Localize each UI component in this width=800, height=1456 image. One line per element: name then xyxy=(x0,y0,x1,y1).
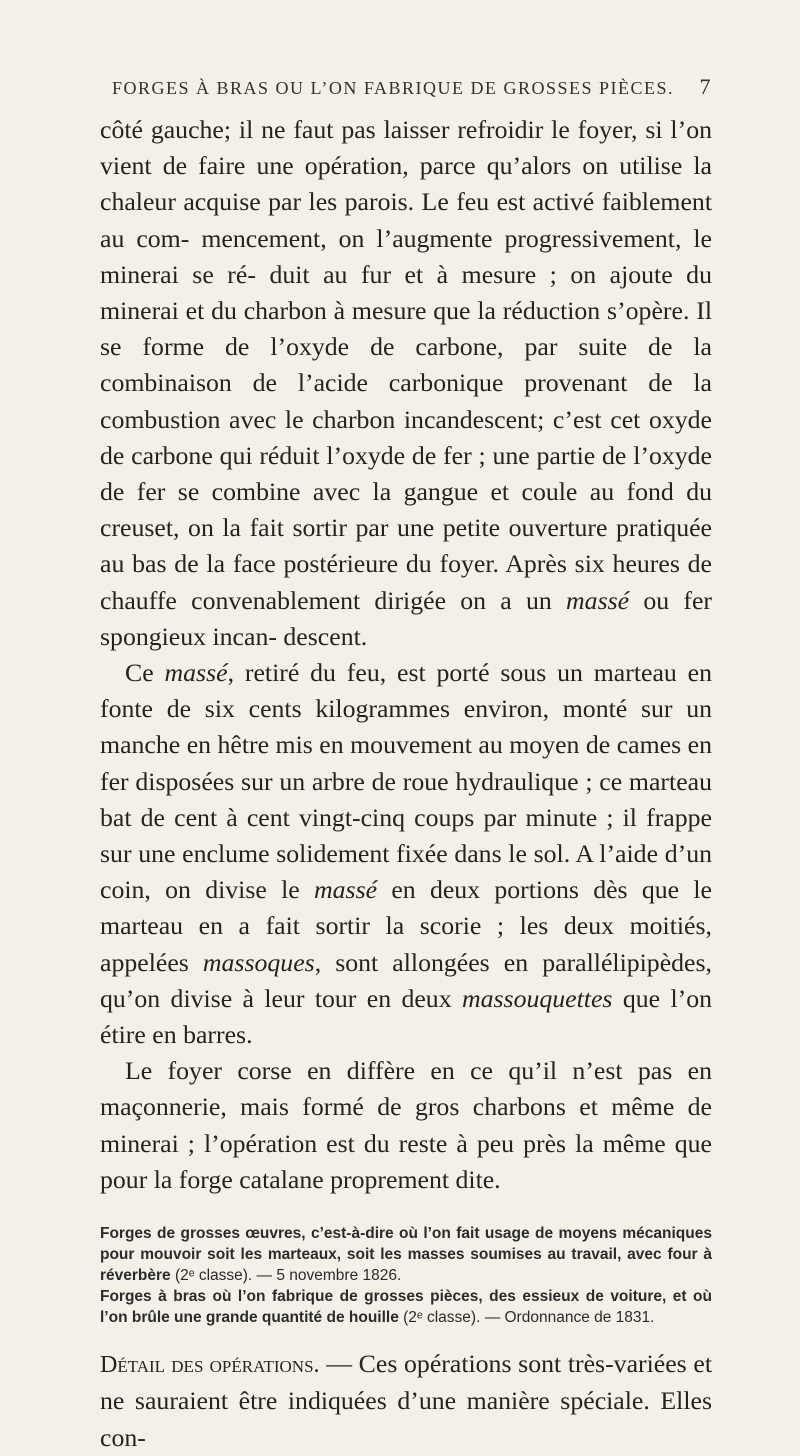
p2-text-3: , sont allongées en parallélipipèdes, qu’on divise à leur tour en deux xyxy=(100,947,712,1013)
p2-text-2: en deux portions dès que le marteau en a fait sortir la scorie ; les deux moitiés, appelées xyxy=(100,875,713,977)
p1-line-4: mencement, on l’augmente progressivement, le minerai se ré- xyxy=(100,223,712,289)
running-title: FORGES À BRAS OU L’ON FABRIQUE DE GROSSES PIÈCES. xyxy=(111,78,675,98)
detail-paragraph xyxy=(100,1346,712,1456)
p1-line-14: descent. xyxy=(283,621,368,651)
paragraph-1 xyxy=(100,112,712,655)
p1-line-6: mesure que la réduction s’opère. Il se forme de l’oxyde de xyxy=(100,296,712,362)
paragraph-3: Le foyer corse en diffère en ce qu’il n’est pas en maçonnerie, mais formé de gros charbons et même de minerai ; l’opération est du reste à peu près la même que pour la forge catalane proprement dite. xyxy=(100,1056,712,1194)
p1-line-13b: ou fer spongieux incan- xyxy=(100,585,713,651)
detail-text: — Ces opérations sont très-variées et ne sauraient être indiquées d’une manière spéciale. Elles con- xyxy=(100,1349,713,1452)
note-1 xyxy=(100,1223,712,1286)
p2-term-4: massouquettes xyxy=(461,983,613,1013)
p2-term-1: massé xyxy=(164,658,228,688)
p1-line-11: creuset, on la fait sortir par une petite ouverture pratiquée au xyxy=(100,513,712,579)
p1-line-9: cet oxyde de carbone qui réduit l’oxyde de fer ; une partie de xyxy=(100,404,712,470)
p1-line-7: carbone, par suite de la combinaison de l’acide carbonique xyxy=(100,332,712,398)
p1-line-2: de faire une opération, parce qu’alors on utilise la chaleur xyxy=(100,151,712,217)
page-number: 7 xyxy=(699,74,712,99)
note-1-plain: (2ᵉ classe). — 5 novembre 1826. xyxy=(170,1267,402,1285)
p2-text-4: que l’on étire en barres. xyxy=(100,983,713,1050)
p1-line-5: duit au fur et à mesure ; on ajoute du minerai et du charbon à xyxy=(100,259,712,326)
p1-line-10: l’oxyde de fer se combine avec la gangue et coule au fond du xyxy=(100,440,712,507)
note-2-plain: (2ᵉ classe). — Ordonnance de 1831. xyxy=(398,1309,655,1327)
regulatory-notes xyxy=(100,1223,712,1328)
running-head xyxy=(100,74,712,108)
p2-term-3: massoques xyxy=(202,947,315,977)
main-text xyxy=(100,112,712,1198)
p1-line-12: bas de la face postérieure du foyer. Après six heures de chauffe xyxy=(100,549,712,615)
p2-text-1: , retiré du feu, est porté sous un marteau en fonte de six cents kilogrammes environ, monté sur un manche en hêtre mis en mouvement au moyen de cames en fer disposées sur un arbre de roue hydraulique ; ce marteau bat de cent à cent vingt-cinq coups par minute ; il frappe sur une enclume solidement fixée dans le sol. A l’aide d’un coin, on divise le xyxy=(100,658,712,905)
paragraph-2 xyxy=(100,655,712,1053)
p2-lead: Ce xyxy=(125,658,165,688)
note-2 xyxy=(100,1286,712,1328)
p1-line-13a: convenablement dirigée on a un xyxy=(191,585,567,615)
p1-line-8: provenant de la combustion avec le charbon incandescent; c’est xyxy=(100,368,713,434)
p1-line-3: acquise par les parois. Le feu est activé faiblement au com- xyxy=(100,187,713,253)
term-masse: massé xyxy=(566,585,630,615)
note-2-bold: Forges à bras où l’on fabrique de grosses pièces, des essieux de voiture, et où l’on brûle une grande quantité de houille xyxy=(100,1288,712,1327)
p2-term-2: massé xyxy=(314,875,378,905)
p1-line-1: côté gauche; il ne faut pas laisser refroidir le foyer, si l’on vient xyxy=(100,115,712,181)
detail-label: Détail des opérations. xyxy=(100,1352,320,1379)
note-1-bold: Forges de grosses œuvres, c’est-à-dire où l’on fait usage de moyens mécaniques pour mouvoir soit les marteaux, soit les masses soumises au travail, avec four à réverbère xyxy=(100,1225,712,1285)
